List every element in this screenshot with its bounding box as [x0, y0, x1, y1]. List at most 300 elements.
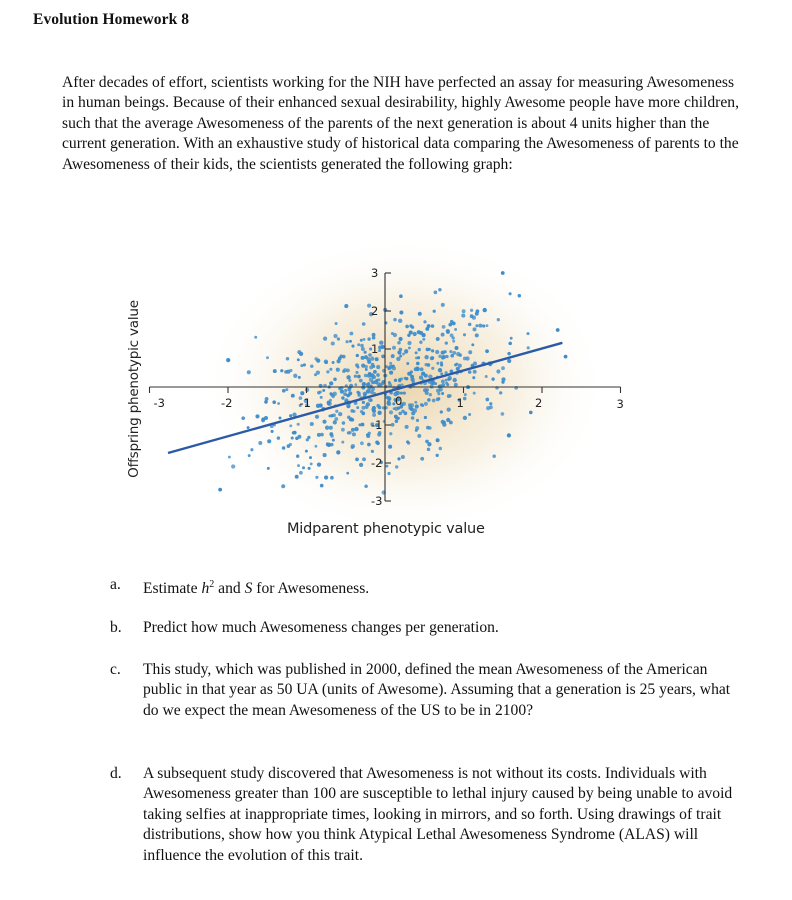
data-point — [355, 371, 358, 374]
data-point — [438, 355, 442, 359]
data-point — [397, 457, 400, 460]
data-point — [324, 360, 328, 364]
data-point — [510, 337, 513, 340]
data-point — [310, 462, 313, 465]
data-point — [336, 359, 340, 363]
data-point — [391, 423, 395, 427]
data-point — [389, 432, 392, 435]
data-point — [473, 361, 477, 365]
data-point — [332, 361, 335, 364]
data-point — [418, 312, 422, 316]
data-point — [393, 333, 397, 337]
data-point — [323, 337, 327, 341]
data-point — [218, 488, 222, 492]
data-point — [371, 450, 374, 453]
data-point — [485, 349, 489, 353]
data-point — [363, 393, 366, 396]
data-point — [342, 421, 346, 425]
data-point — [379, 341, 383, 345]
data-point — [271, 430, 274, 433]
data-point — [470, 309, 473, 312]
data-point — [330, 414, 333, 417]
data-point — [336, 450, 340, 454]
data-point — [247, 370, 251, 374]
data-point — [273, 369, 277, 373]
data-point — [356, 406, 359, 409]
data-point — [417, 348, 420, 351]
data-point — [456, 352, 460, 356]
data-point — [501, 366, 505, 370]
data-point — [356, 391, 359, 394]
data-point — [364, 374, 368, 378]
data-point — [411, 416, 415, 420]
data-point — [455, 346, 459, 350]
data-point — [324, 475, 328, 479]
data-point — [372, 409, 376, 413]
data-point — [359, 463, 363, 467]
y-tick-label: -1 — [371, 418, 383, 432]
data-point — [372, 336, 376, 340]
data-point — [471, 343, 474, 346]
data-point — [422, 338, 425, 341]
data-point — [354, 383, 357, 386]
data-point — [315, 476, 318, 479]
data-point — [447, 407, 451, 411]
data-point — [428, 426, 432, 430]
data-point — [564, 355, 568, 359]
data-point — [429, 393, 432, 396]
data-point — [306, 438, 309, 441]
data-point — [376, 441, 380, 445]
data-point — [329, 426, 333, 430]
data-point — [394, 379, 397, 382]
data-point — [462, 309, 466, 313]
data-point — [297, 464, 300, 467]
data-point — [463, 357, 467, 361]
data-point — [468, 323, 472, 327]
data-point — [398, 379, 401, 382]
data-point — [507, 433, 511, 437]
data-point — [440, 361, 443, 364]
data-point — [350, 409, 354, 413]
data-point — [335, 410, 338, 413]
data-point — [264, 400, 268, 404]
data-point — [303, 363, 306, 366]
data-point — [370, 399, 373, 402]
data-point — [329, 381, 333, 385]
data-point — [314, 445, 317, 448]
question-text: Predict how much Awesomeness changes per generation. — [143, 619, 499, 636]
data-point — [360, 344, 364, 348]
data-point — [404, 411, 408, 415]
data-point — [417, 330, 421, 334]
data-point — [336, 368, 340, 372]
data-point — [441, 351, 445, 355]
data-point — [346, 368, 350, 372]
data-point — [454, 383, 458, 387]
data-point — [439, 384, 443, 388]
data-point — [413, 408, 417, 412]
data-point — [378, 349, 381, 352]
data-point — [461, 314, 465, 318]
data-point — [308, 467, 311, 470]
data-point — [293, 431, 297, 435]
data-point — [320, 484, 324, 488]
data-point — [357, 343, 360, 346]
data-point — [250, 448, 253, 451]
data-point — [419, 341, 422, 344]
data-point — [231, 464, 235, 468]
data-point — [445, 379, 448, 382]
data-point — [357, 366, 360, 369]
question-letter: a. — [110, 576, 121, 593]
data-point — [320, 433, 324, 437]
data-point — [431, 382, 434, 385]
data-point — [387, 396, 391, 400]
data-point — [434, 291, 438, 295]
data-point — [280, 369, 283, 372]
data-point — [468, 413, 471, 416]
question-text: This study, which was published in 2000, defined the mean Awesomeness of the American public in that year as 50 UA (units of Awesome). Assuming that a generation is 25 years, what do we expect the mean Awesomeness of the US to be in 2100? — [143, 661, 731, 719]
data-point — [295, 437, 298, 440]
data-point — [501, 412, 505, 416]
data-point — [332, 439, 335, 442]
data-point — [295, 475, 299, 479]
data-point — [397, 351, 400, 354]
data-point — [381, 355, 385, 359]
data-point — [314, 373, 317, 376]
data-point — [284, 370, 288, 374]
data-point — [370, 390, 374, 394]
data-point — [289, 443, 292, 446]
data-point — [385, 465, 388, 468]
data-point — [297, 350, 301, 354]
data-point — [318, 403, 322, 407]
data-point — [396, 357, 400, 361]
data-point — [302, 466, 305, 469]
data-point — [475, 324, 478, 327]
data-point — [440, 372, 443, 375]
data-point — [388, 445, 392, 449]
data-point — [415, 351, 418, 354]
data-point — [428, 348, 431, 351]
data-point — [416, 419, 419, 422]
data-point — [351, 428, 355, 432]
data-point — [282, 389, 286, 393]
data-point — [310, 364, 313, 367]
data-point — [410, 370, 413, 373]
data-point — [399, 294, 403, 298]
data-point — [405, 325, 409, 329]
data-point — [420, 457, 424, 461]
x-tick-label: 3 — [616, 397, 624, 411]
data-point — [415, 357, 418, 360]
data-point — [509, 292, 512, 295]
data-point — [319, 390, 322, 393]
data-point — [333, 334, 337, 338]
data-point — [322, 420, 326, 424]
data-point — [248, 454, 251, 457]
data-point — [404, 377, 407, 380]
data-point — [395, 419, 399, 423]
data-point — [347, 393, 350, 396]
data-point — [300, 391, 304, 395]
x-tick-label: 0 — [395, 394, 403, 408]
data-point — [297, 358, 300, 361]
data-point — [416, 362, 420, 366]
data-point — [392, 346, 396, 350]
data-point — [346, 472, 349, 475]
data-point — [485, 398, 489, 402]
data-point — [367, 337, 370, 340]
data-point — [267, 439, 271, 443]
data-point — [347, 388, 351, 392]
data-point — [473, 392, 476, 395]
data-point — [325, 426, 329, 430]
data-point — [492, 454, 495, 457]
data-point — [499, 391, 502, 394]
data-point — [384, 374, 388, 378]
data-point — [436, 389, 440, 393]
data-point — [331, 341, 335, 345]
data-point — [305, 388, 309, 392]
data-point — [483, 308, 487, 312]
data-point — [431, 367, 434, 370]
data-point — [371, 363, 374, 366]
data-point — [339, 354, 343, 358]
data-point — [267, 467, 270, 470]
data-point — [402, 353, 405, 356]
data-point — [449, 394, 452, 397]
data-point — [360, 339, 363, 342]
data-point — [329, 368, 332, 371]
data-point — [376, 373, 380, 377]
data-point — [438, 288, 442, 292]
data-point — [322, 389, 325, 392]
data-point — [364, 485, 368, 489]
data-point — [414, 401, 417, 404]
data-point — [293, 374, 297, 378]
data-point — [438, 368, 442, 372]
data-point — [452, 340, 455, 343]
data-point — [436, 337, 440, 341]
data-point — [364, 365, 368, 369]
data-point — [441, 379, 445, 383]
data-point — [346, 375, 350, 379]
data-point — [473, 327, 477, 331]
data-point — [372, 413, 376, 417]
data-point — [241, 416, 245, 420]
data-point — [450, 320, 453, 323]
data-point — [344, 389, 347, 392]
x-tick-label: -3 — [153, 396, 165, 410]
data-point — [291, 394, 295, 398]
data-point — [427, 398, 431, 402]
data-point — [423, 388, 427, 392]
data-point — [489, 402, 492, 405]
data-point — [450, 333, 454, 337]
data-point — [421, 372, 425, 376]
data-point — [291, 436, 294, 439]
y-tick-label: 3 — [371, 266, 379, 280]
data-point — [320, 396, 323, 399]
data-point — [330, 434, 334, 438]
data-point — [363, 351, 366, 354]
data-point — [348, 379, 351, 382]
data-point — [398, 412, 402, 416]
x-tick-label: -2 — [221, 396, 233, 410]
data-point — [401, 455, 405, 459]
data-point — [436, 438, 440, 442]
data-point — [445, 355, 448, 358]
data-point — [403, 392, 406, 395]
data-point — [326, 442, 329, 445]
question-text: Estimate $h^2$ and S for Awesomeness. — [143, 579, 370, 598]
y-axis-label: Offspring phenotypic value — [126, 300, 142, 478]
data-point — [436, 454, 439, 457]
data-point — [395, 416, 398, 419]
y-tick-label: -3 — [371, 494, 383, 508]
data-point — [417, 434, 421, 438]
data-point — [333, 392, 337, 396]
data-point — [440, 410, 443, 413]
data-point — [415, 404, 419, 408]
data-point — [472, 376, 475, 379]
data-point — [326, 370, 329, 373]
data-point — [455, 363, 458, 366]
data-point — [441, 333, 445, 337]
data-point — [272, 400, 276, 404]
data-point — [399, 355, 402, 358]
data-point — [337, 337, 340, 340]
data-point — [453, 378, 457, 382]
data-point — [427, 448, 431, 452]
data-point — [398, 319, 402, 323]
data-point — [449, 350, 452, 353]
data-point — [258, 441, 262, 445]
data-point — [424, 402, 428, 406]
data-point — [354, 375, 357, 378]
data-point — [376, 365, 380, 369]
data-point — [496, 369, 500, 373]
y-tick-label: 1 — [371, 342, 379, 356]
x-axis-label: Midparent phenotypic value — [287, 521, 485, 537]
data-point — [473, 370, 477, 374]
question-letter: b. — [110, 619, 122, 636]
data-point — [323, 453, 327, 457]
data-point — [464, 393, 467, 396]
data-point — [445, 382, 448, 385]
data-point — [442, 355, 446, 359]
data-point — [463, 416, 467, 420]
data-point — [279, 417, 282, 420]
data-point — [420, 403, 423, 406]
data-point — [507, 359, 511, 363]
data-point — [393, 318, 397, 322]
data-point — [335, 322, 338, 325]
data-point — [360, 441, 364, 445]
data-point — [370, 373, 374, 377]
data-point — [407, 334, 410, 337]
data-point — [330, 476, 334, 480]
data-point — [355, 458, 359, 462]
data-point — [330, 443, 334, 447]
data-point — [526, 332, 529, 335]
data-point — [289, 424, 292, 427]
data-point — [391, 354, 395, 358]
data-point — [365, 405, 369, 409]
data-point — [518, 294, 521, 297]
data-point — [255, 414, 259, 418]
data-point — [507, 352, 511, 356]
data-point — [377, 378, 380, 381]
data-point — [408, 403, 412, 407]
data-point — [297, 423, 300, 426]
data-point — [247, 426, 250, 429]
data-point — [527, 346, 530, 349]
data-point — [305, 450, 308, 453]
data-point — [419, 376, 423, 380]
data-point — [456, 367, 460, 371]
data-point — [349, 340, 352, 343]
data-point — [369, 378, 373, 382]
data-point — [405, 425, 409, 429]
data-point — [333, 378, 337, 382]
data-point — [389, 410, 393, 414]
data-point — [435, 350, 439, 354]
data-point — [501, 271, 505, 275]
data-point — [351, 345, 354, 348]
data-point — [475, 333, 479, 337]
data-point — [317, 462, 321, 466]
data-point — [368, 432, 371, 435]
data-point — [441, 392, 444, 395]
data-point — [344, 304, 348, 308]
data-point — [298, 376, 301, 379]
data-point — [387, 472, 390, 475]
data-point — [470, 314, 474, 318]
data-point — [424, 355, 428, 359]
data-point — [338, 412, 342, 416]
data-point — [315, 415, 319, 419]
data-point — [357, 375, 361, 379]
data-point — [485, 375, 488, 378]
data-point — [431, 356, 434, 359]
data-point — [449, 421, 453, 425]
data-point — [370, 357, 374, 361]
data-point — [348, 431, 351, 434]
data-point — [387, 400, 391, 404]
data-point — [437, 397, 440, 400]
data-point — [441, 303, 445, 307]
data-point — [333, 420, 337, 424]
data-point — [277, 436, 280, 439]
data-point — [407, 341, 411, 345]
data-point — [497, 318, 500, 321]
data-point — [377, 411, 381, 415]
data-point — [424, 416, 427, 419]
data-point — [448, 376, 452, 380]
data-point — [399, 337, 403, 341]
data-point — [389, 365, 393, 369]
data-point — [254, 336, 257, 339]
data-point — [316, 358, 320, 362]
data-point — [362, 322, 366, 326]
x-tick-label: 1 — [456, 396, 464, 410]
data-point — [406, 362, 409, 365]
data-point — [228, 456, 231, 459]
data-point — [433, 310, 436, 313]
